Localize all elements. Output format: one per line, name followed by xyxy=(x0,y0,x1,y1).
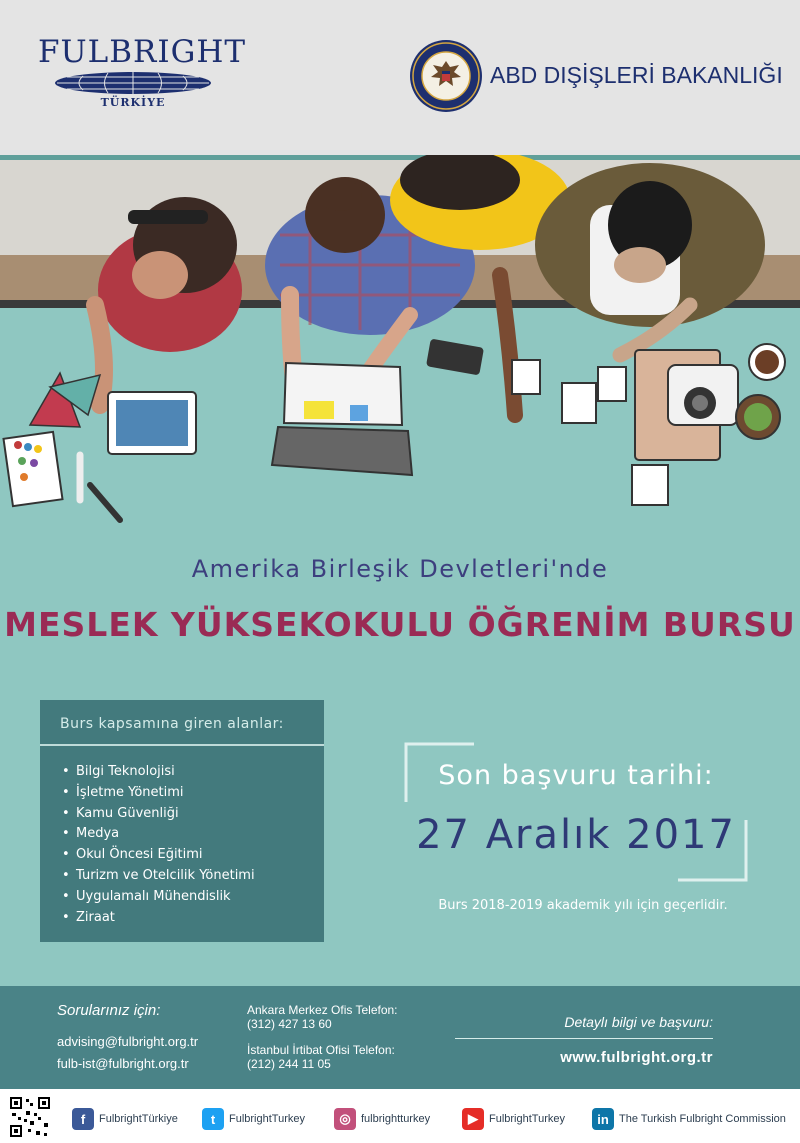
social-instagram[interactable] xyxy=(334,1108,430,1130)
istanbul-phone-number: (212) 244 11 05 xyxy=(247,1057,331,1071)
social-handle: FulbrightTurkey xyxy=(489,1113,566,1125)
laptop-sketch xyxy=(272,363,412,475)
tablet-sketch xyxy=(108,392,196,454)
fulbright-logo xyxy=(38,34,247,114)
list-item: • Uygulamalı Mühendislik xyxy=(62,887,255,908)
state-department-title: ABD DIŞİŞLERİ BAKANLIĞI xyxy=(490,62,783,88)
social-handle: FulbrightTurkey xyxy=(229,1113,306,1125)
deadline-date: 27 Aralık 2017 xyxy=(416,812,736,858)
social-facebook[interactable] xyxy=(72,1108,178,1130)
website-link[interactable]: www.fulbright.org.tr xyxy=(560,1049,713,1066)
page-title: MESLEK YÜKSEKOKULU ÖĞRENİM BURSU xyxy=(4,605,796,644)
globe-icon xyxy=(53,70,213,96)
eligible-fields-list xyxy=(62,762,255,928)
contact-section xyxy=(0,986,800,1089)
cactus-pot xyxy=(736,395,780,439)
eligible-fields-box xyxy=(40,700,324,942)
list-item: • İşletme Yönetimi xyxy=(62,783,255,804)
qr-code[interactable] xyxy=(8,1095,52,1139)
coffee-cup xyxy=(749,344,785,380)
youtube-icon: ▶ xyxy=(462,1108,484,1130)
markers-box xyxy=(4,432,63,506)
ankara-phone-number: (312) 427 13 60 xyxy=(247,1017,332,1031)
twitter-icon: t xyxy=(202,1108,224,1130)
state-department-seal xyxy=(409,39,483,113)
fulbright-wordmark: FULBRIGHT xyxy=(38,34,247,70)
divider xyxy=(455,1038,713,1039)
details-label: Detaylı bilgi ve başvuru: xyxy=(564,1014,713,1030)
linkedin-icon: in xyxy=(592,1108,614,1130)
students-illustration xyxy=(0,155,800,530)
ankara-phone-label: Ankara Merkez Ofis Telefon: xyxy=(247,1003,398,1017)
social-handle: The Turkish Fulbright Commission xyxy=(619,1113,786,1125)
footer xyxy=(0,1089,800,1143)
list-item: • Medya xyxy=(62,824,255,845)
instagram-icon: ◎ xyxy=(334,1108,356,1130)
social-linkedin[interactable] xyxy=(592,1108,786,1130)
list-item: • Okul Öncesi Eğitimi xyxy=(62,845,255,866)
social-youtube[interactable] xyxy=(462,1108,565,1130)
validity-note: Burs 2018-2019 akademik yılı için geçerlidir. xyxy=(438,898,728,913)
social-twitter[interactable] xyxy=(202,1108,305,1130)
fulbright-country: TÜRKİYE xyxy=(100,96,166,109)
subtitle: Amerika Birleşik Devletleri'nde xyxy=(191,555,609,583)
list-item: • Ziraat xyxy=(62,908,255,929)
email-link-istanbul[interactable]: fulb-ist@fulbright.org.tr xyxy=(57,1056,189,1071)
social-handle: FulbrightTürkiye xyxy=(99,1113,178,1125)
list-item: • Bilgi Teknolojisi xyxy=(62,762,255,783)
divider xyxy=(40,744,324,746)
social-handle: fulbrightturkey xyxy=(361,1113,431,1125)
list-item: • Kamu Güvenliği xyxy=(62,804,255,825)
istanbul-phone-label: İstanbul İrtibat Ofisi Telefon: xyxy=(247,1043,395,1057)
list-item: • Turizm ve Otelcilik Yönetimi xyxy=(62,866,255,887)
deadline-label: Son başvuru tarihi: xyxy=(438,760,714,791)
questions-label: Sorularınız için: xyxy=(57,1002,161,1019)
email-link-advising[interactable]: advising@fulbright.org.tr xyxy=(57,1034,199,1049)
eligible-fields-title: Burs kapsamına giren alanlar: xyxy=(60,716,284,732)
header xyxy=(0,0,800,158)
facebook-icon: f xyxy=(72,1108,94,1130)
